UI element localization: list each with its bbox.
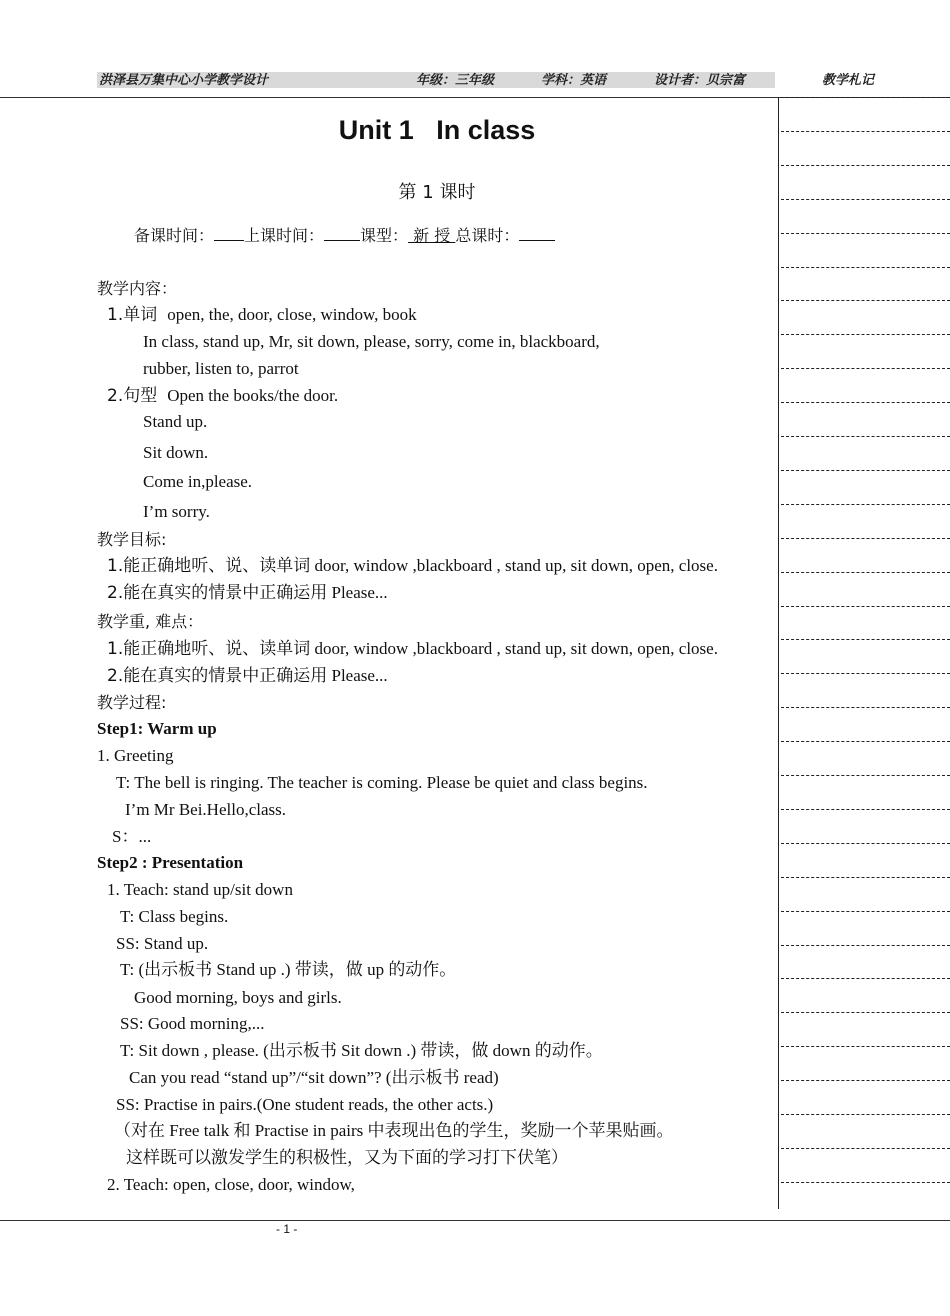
notes-dashed-line <box>781 707 950 709</box>
type-label: 课型： <box>360 226 409 245</box>
notes-dashed-line <box>781 267 950 269</box>
notes-dashed-line <box>781 97 950 99</box>
words-1: open, the, door, close, window, book <box>167 305 417 324</box>
notes-dashed-line <box>781 1012 950 1014</box>
l9a: （对在 <box>114 1121 165 1141</box>
l3f: 的动作。 <box>388 960 457 980</box>
teacher-line-2: I’m Mr Bei.Hello,class. <box>125 800 286 819</box>
goal-2-en: Please... <box>327 583 388 602</box>
dialog-line-1: T: Class begins. <box>120 907 229 926</box>
notes-dashed-line <box>781 877 950 879</box>
content-heading: 教学内容： <box>97 279 178 298</box>
header-subject: 学科：英语 <box>541 73 607 88</box>
dialog-line-6 <box>120 1041 603 1061</box>
prep-time-blank <box>214 226 244 241</box>
total-blank <box>519 226 555 241</box>
sentence-2: Stand up. <box>143 412 208 431</box>
dialog-line-2: SS: Stand up. <box>116 934 209 953</box>
l9b: Free talk <box>165 1121 234 1140</box>
l3d: 带读，做 <box>294 960 363 980</box>
notes-dashed-line <box>781 809 950 811</box>
notes-dashed-line <box>781 470 950 472</box>
note-line-1 <box>114 1121 674 1141</box>
header-notes-title: 教学札记 <box>822 73 875 88</box>
lesson-meta <box>134 223 555 246</box>
notes-dashed-line <box>781 1080 950 1082</box>
lesson-number: 第 1 课时 <box>398 182 476 203</box>
key-heading: 教学重, 难点： <box>97 612 204 631</box>
sentence-5: I’m sorry. <box>143 502 210 521</box>
dialog-line-4: Good morning, boys and girls. <box>134 988 342 1007</box>
total-label: 总课时： <box>455 226 520 245</box>
goal-2-cn: 2.能在真实的情景中正确运用 <box>107 583 328 603</box>
teach-1-line: 1. Teach: stand up/sit down <box>107 880 293 899</box>
dialog-line-7 <box>129 1068 499 1088</box>
notes-dashed-line <box>781 673 950 675</box>
notes-dashed-line <box>781 1148 950 1150</box>
step-1-heading: Step1: Warm up <box>97 719 217 738</box>
note-line-2: 这样既可以激发学生的积极性，又为下面的学习打下伏笔） <box>126 1148 568 1168</box>
class-time-label: 上课时间： <box>244 226 325 245</box>
header-designer: 设计者：贝宗富 <box>654 73 746 88</box>
page-number: - 1 - <box>276 1222 298 1236</box>
words-label: 1.单词 <box>107 305 158 325</box>
notes-dashed-line <box>781 334 950 336</box>
key-1-cn: 1.能正确地听、说、读单词 <box>107 639 311 659</box>
type-value: 新 授 <box>408 226 456 245</box>
l3a: T: ( <box>120 960 145 979</box>
notes-dashed-line <box>781 538 950 540</box>
l6d: 带读，做 <box>420 1041 489 1061</box>
process-heading: 教学过程: <box>97 693 167 712</box>
notes-dashed-line <box>781 843 950 845</box>
page-title: Unit 1 In class <box>338 115 536 145</box>
notes-dashed-line <box>781 911 950 913</box>
dialog-line-3 <box>120 960 456 980</box>
teach-2-line: 2. Teach: open, close, door, window, <box>107 1175 355 1194</box>
prep-time-label: 备课时间： <box>134 226 215 245</box>
l3c: Stand up .) <box>212 960 295 979</box>
key-1-en: door, window ,blackboard , stand up, sit down, open, close. <box>310 639 718 658</box>
notes-dashed-line <box>781 131 950 133</box>
goals-heading: 教学目标: <box>97 530 167 549</box>
notes-dashed-line <box>781 165 950 167</box>
words-line-1 <box>107 305 417 325</box>
notes-dashed-line <box>781 572 950 574</box>
sentences-label: 2.句型 <box>107 386 158 406</box>
notes-dashed-line <box>781 368 950 370</box>
notes-dashed-line <box>781 945 950 947</box>
l6e: down <box>488 1041 535 1060</box>
l7a: Can you read “stand up”/“sit down”? ( <box>129 1068 392 1087</box>
l7b: 出示板书 <box>391 1068 460 1088</box>
goal-1 <box>107 556 718 576</box>
header-grade: 年级：三年级 <box>416 73 495 88</box>
notes-dashed-line <box>781 402 950 404</box>
l3e: up <box>362 960 389 979</box>
notes-dashed-line <box>781 606 950 608</box>
l9c: 和 <box>233 1121 251 1141</box>
sentence-3: Sit down. <box>143 443 209 462</box>
teacher-line-1: T: The bell is ringing. The teacher is coming. Please be quiet and class begins. <box>116 773 648 792</box>
words-line-3: rubber, listen to, parrot <box>143 359 299 378</box>
words-line-2: In class, stand up, Mr, sit down, please, sorry, come in, blackboard, <box>143 332 600 351</box>
goal-2 <box>107 583 388 603</box>
notes-dashed-line <box>781 504 950 506</box>
student-line-1: S：... <box>112 827 152 846</box>
l6b: 出示板书 <box>268 1041 337 1061</box>
notes-dashed-line <box>781 300 950 302</box>
sentence-1: Open the books/the door. <box>167 386 339 405</box>
header-school: 洪泽县万集中心小学教学设计 <box>99 73 269 88</box>
notes-dashed-line <box>781 199 950 201</box>
l9d: Practise in pairs <box>250 1121 368 1140</box>
key-1 <box>107 639 718 659</box>
notes-dashed-line <box>781 233 950 235</box>
notes-dashed-line <box>781 436 950 438</box>
key-2-en: Please... <box>327 666 388 685</box>
l9e: 中表现出色的学生，奖励一个苹果贴画。 <box>367 1121 674 1141</box>
key-2 <box>107 666 388 686</box>
notes-dashed-line <box>781 1114 950 1116</box>
notes-dashed-line <box>781 1046 950 1048</box>
notes-dashed-line <box>781 741 950 743</box>
notes-dashed-line <box>781 978 950 980</box>
l3b: 出示板书 <box>144 960 213 980</box>
step-2-heading: Step2 : Presentation <box>97 853 244 872</box>
class-time-blank <box>324 226 360 241</box>
sentence-line-1 <box>107 386 338 406</box>
l6c: Sit down .) <box>336 1041 421 1060</box>
goal-1-en: door, window ,blackboard , stand up, sit down, open, close. <box>310 556 718 575</box>
dialog-line-8: SS: Practise in pairs.(One student reads, the other acts.) <box>116 1095 494 1114</box>
notes-dashed-line <box>781 639 950 641</box>
sentence-4: Come in,please. <box>143 472 253 491</box>
footer-rule <box>0 1220 950 1221</box>
l6f: 的动作。 <box>534 1041 603 1061</box>
goal-1-cn: 1.能正确地听、说、读单词 <box>107 556 311 576</box>
l6a: T: Sit down , please. ( <box>120 1041 269 1060</box>
greeting-line: 1. Greeting <box>97 746 174 765</box>
dialog-line-5: SS: Good morning,... <box>120 1014 265 1033</box>
key-2-cn: 2.能在真实的情景中正确运用 <box>107 666 328 686</box>
l7c: read) <box>459 1068 499 1087</box>
notes-dashed-line <box>781 1182 950 1184</box>
notes-column-divider <box>778 97 779 1209</box>
notes-dashed-line <box>781 775 950 777</box>
